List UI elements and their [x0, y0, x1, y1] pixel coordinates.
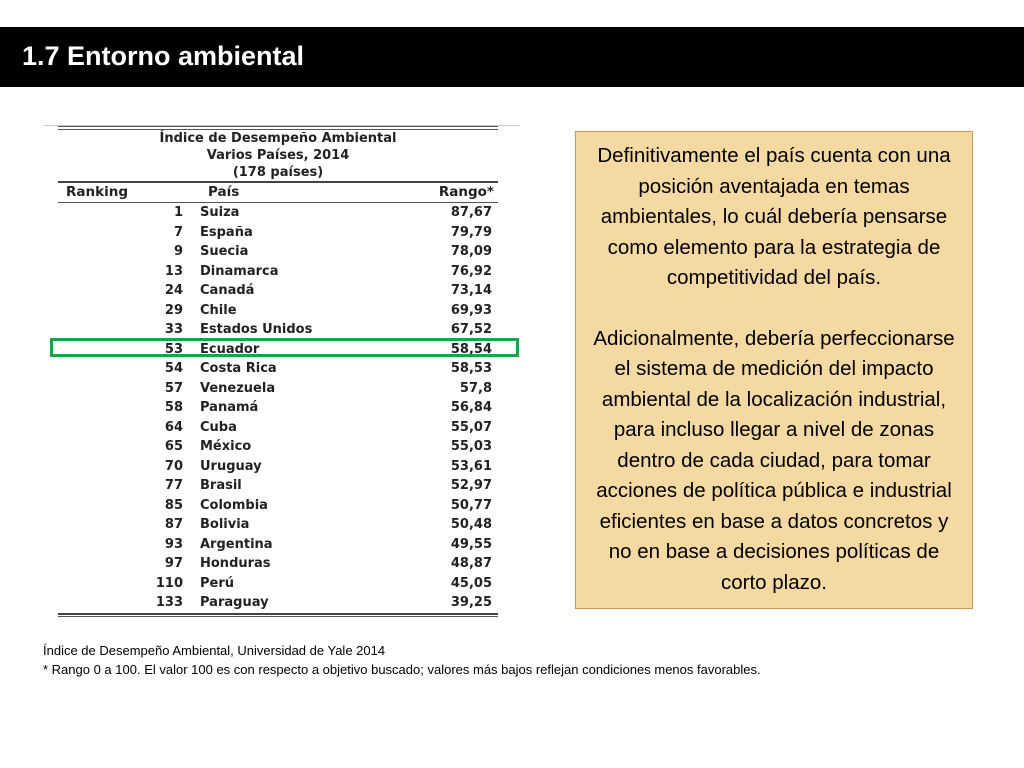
country-cell: Venezuela: [200, 380, 276, 396]
country-cell: Dinamarca: [200, 263, 279, 279]
country-cell: Bolivia: [200, 517, 250, 532]
ranking-table-body: [58, 203, 498, 613]
table-row: [58, 262, 498, 282]
rank-cell: 33: [164, 322, 183, 337]
rank-cell: 58: [164, 400, 183, 415]
table-row: [58, 496, 498, 516]
score-cell: 55,03: [450, 439, 492, 454]
rank-cell: 29: [164, 302, 183, 318]
country-cell: Panamá: [200, 400, 259, 415]
rank-cell: 70: [164, 458, 183, 474]
table-row: [58, 535, 498, 555]
column-header-country: País: [208, 184, 240, 200]
country-cell: Suiza: [200, 205, 240, 220]
country-cell: México: [200, 439, 252, 454]
footnote-line: * Rango 0 a 100. El valor 100 es con respecto a objetivo buscado; valores más bajos reflejan condiciones menos favorables.: [43, 662, 761, 677]
table-bottom-rule: [58, 616, 498, 617]
country-cell: Canadá: [200, 283, 255, 298]
rank-cell: 93: [164, 536, 183, 552]
score-cell: 50,48: [450, 517, 492, 532]
table-row: [58, 437, 498, 457]
rank-cell: 57: [164, 380, 183, 396]
rank-cell: 133: [155, 595, 183, 610]
source-caption: [43, 641, 943, 679]
commentary-paragraph-2: Adicionalmente, debería perfeccionarse el sistema de medición del impacto ambiental de la localización industrial, para incluso llegar a nivel de zonas dentro de cada ciudad, para tomar acciones de política pública e industrial eficientes en base a datos concretos y no en base a decisiones políticas de corto plazo.: [593, 326, 955, 594]
rank-cell: 85: [164, 497, 183, 513]
source-line: Índice de Desempeño Ambiental, Universidad de Yale 2014: [43, 643, 386, 658]
table-row: [58, 320, 498, 340]
table-row: [58, 515, 498, 535]
score-cell: 50,77: [450, 497, 492, 513]
score-cell: 56,84: [450, 400, 492, 415]
country-cell: Paraguay: [200, 595, 269, 610]
table-row: [58, 379, 498, 399]
commentary-box: [575, 131, 973, 609]
rank-cell: 7: [173, 224, 183, 240]
country-cell: Suecia: [200, 244, 249, 259]
table-row: [58, 457, 498, 477]
rank-cell: 53: [164, 341, 183, 357]
country-cell: Perú: [200, 575, 235, 591]
rank-cell: 1: [173, 205, 183, 220]
score-cell: 58,54: [450, 341, 492, 357]
table-row: [58, 203, 498, 223]
country-cell: España: [200, 224, 253, 240]
rank-cell: 77: [164, 478, 183, 493]
score-cell: 79,79: [450, 224, 492, 240]
commentary-paragraph-1: Definitivamente el país cuenta con una posición aventajada en temas ambientales, lo cuál debería pensarse como elemento para la estrategia de competitividad del país.: [597, 144, 951, 289]
country-cell: Argentina: [200, 536, 273, 552]
rank-cell: 13: [164, 263, 183, 279]
score-cell: 87,67: [450, 205, 492, 220]
score-cell: 78,09: [450, 244, 492, 259]
score-cell: 45,05: [450, 575, 492, 591]
table-row: [58, 476, 498, 496]
score-cell: 53,61: [450, 458, 492, 474]
column-header-score: Rango*: [438, 184, 494, 200]
rank-cell: 24: [164, 283, 183, 298]
table-row: [58, 574, 498, 594]
score-cell: 55,07: [450, 419, 492, 435]
rank-cell: 54: [164, 361, 183, 376]
table-title-line-1: Índice de Desempeño Ambiental: [159, 131, 397, 146]
ranking-table: [58, 126, 498, 617]
score-cell: 58,53: [450, 361, 492, 376]
country-cell: Uruguay: [200, 458, 262, 474]
table-header: [58, 183, 498, 202]
table-row: [58, 398, 498, 418]
score-cell: 69,93: [450, 302, 492, 318]
country-cell: Estados Unidos: [200, 322, 313, 337]
country-cell: Chile: [200, 302, 237, 318]
table-row: [58, 554, 498, 574]
score-cell: 39,25: [450, 595, 492, 610]
ecuador-highlight-frame: [50, 338, 519, 357]
rank-cell: 87: [164, 517, 183, 532]
table-row: [58, 593, 498, 613]
table-row: [58, 359, 498, 379]
rank-cell: 110: [155, 575, 183, 591]
score-cell: 49,55: [450, 536, 492, 552]
table-title-line-2: Varios Países, 2014: [206, 148, 350, 163]
table-row: [58, 301, 498, 321]
rank-cell: 65: [164, 439, 183, 454]
rank-cell: 9: [173, 244, 183, 259]
score-cell: 52,97: [450, 478, 492, 493]
table-title-line-3: (178 países): [232, 165, 324, 180]
table-row: [58, 223, 498, 243]
country-cell: Brasil: [200, 478, 242, 493]
score-cell: 76,92: [450, 263, 492, 279]
country-cell: Honduras: [200, 556, 271, 571]
country-cell: Ecuador: [200, 341, 260, 357]
table-row: [58, 242, 498, 262]
country-cell: Cuba: [200, 419, 237, 435]
slide-title: 1.7 Entorno ambiental: [22, 41, 305, 71]
column-header-ranking: Ranking: [66, 184, 128, 200]
rank-cell: 64: [164, 419, 183, 435]
country-cell: Costa Rica: [200, 361, 277, 376]
rank-cell: 97: [164, 556, 183, 571]
score-cell: 73,14: [450, 283, 492, 298]
table-row: [58, 418, 498, 438]
table-row: [58, 281, 498, 301]
score-cell: 67,52: [450, 322, 492, 337]
score-cell: 57,8: [459, 380, 492, 396]
score-cell: 48,87: [450, 556, 492, 571]
country-cell: Colombia: [200, 497, 268, 513]
